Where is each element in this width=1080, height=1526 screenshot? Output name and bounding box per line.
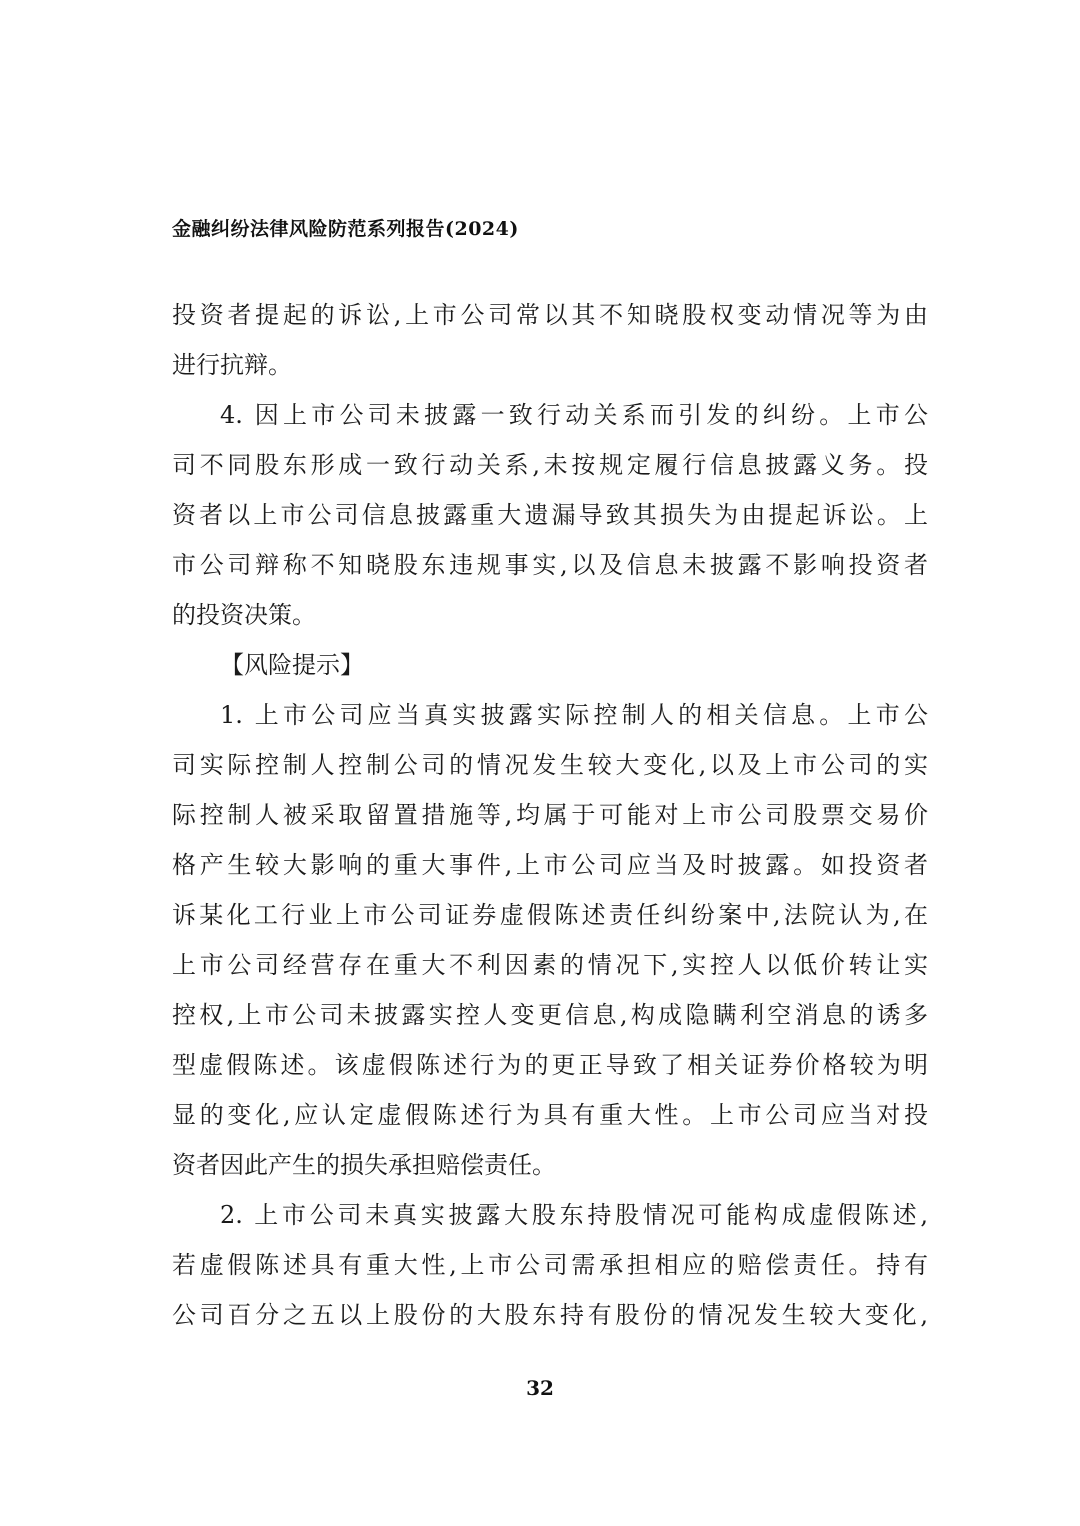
text-line: 投资者提起的诉讼,上市公司常以其不知晓股权变动情况等为由	[172, 301, 928, 329]
text-line: 际控制人被采取留置措施等,均属于可能对上市公司股票交易价	[172, 801, 928, 829]
body-text	[172, 290, 928, 1340]
section-heading	[172, 640, 928, 690]
paragraph	[172, 690, 928, 1190]
text-line: 公司百分之五以上股份的大股东持有股份的情况发生较大变化,	[172, 1301, 928, 1329]
text-line: 4. 因上市公司未披露一致行动关系而引发的纠纷。上市公	[220, 401, 928, 429]
text-line: 1. 上市公司应当真实披露实际控制人的相关信息。上市公	[220, 701, 928, 729]
text-line: 2. 上市公司未真实披露大股东持股情况可能构成虚假陈述,	[220, 1201, 928, 1229]
text-line: 【风险提示】	[220, 651, 364, 679]
text-line: 格产生较大影响的重大事件,上市公司应当及时披露。如投资者	[172, 851, 928, 879]
text-line: 进行抗辩。	[172, 351, 292, 379]
paragraph	[172, 390, 928, 640]
text-line: 司不同股东形成一致行动关系,未按规定履行信息披露义务。投	[172, 451, 928, 479]
text-line: 资者以上市公司信息披露重大遗漏导致其损失为由提起诉讼。上	[172, 501, 928, 529]
text-line: 司实际控制人控制公司的情况发生较大变化,以及上市公司的实	[172, 751, 928, 779]
text-line: 市公司辩称不知晓股东违规事实,以及信息未披露不影响投资者	[172, 551, 928, 579]
running-header: 金融纠纷法律风险防范系列报告(2024)	[172, 218, 519, 240]
paragraph	[172, 1190, 928, 1340]
text-line: 的投资决策。	[172, 601, 316, 629]
text-line: 显的变化,应认定虚假陈述行为具有重大性。上市公司应当对投	[172, 1101, 928, 1129]
text-line: 诉某化工行业上市公司证券虚假陈述责任纠纷案中,法院认为,在	[172, 901, 928, 929]
text-line: 上市公司经营存在重大不利因素的情况下,实控人以低价转让实	[172, 951, 928, 979]
paragraph	[172, 290, 928, 390]
text-line: 若虚假陈述具有重大性,上市公司需承担相应的赔偿责任。持有	[172, 1251, 928, 1279]
text-line: 型虚假陈述。该虚假陈述行为的更正导致了相关证券价格较为明	[172, 1051, 928, 1079]
page-number: 32	[526, 1376, 554, 1400]
text-line: 控权,上市公司未披露实控人变更信息,构成隐瞒利空消息的诱多	[172, 1001, 928, 1029]
text-line: 资者因此产生的损失承担赔偿责任。	[172, 1151, 556, 1179]
